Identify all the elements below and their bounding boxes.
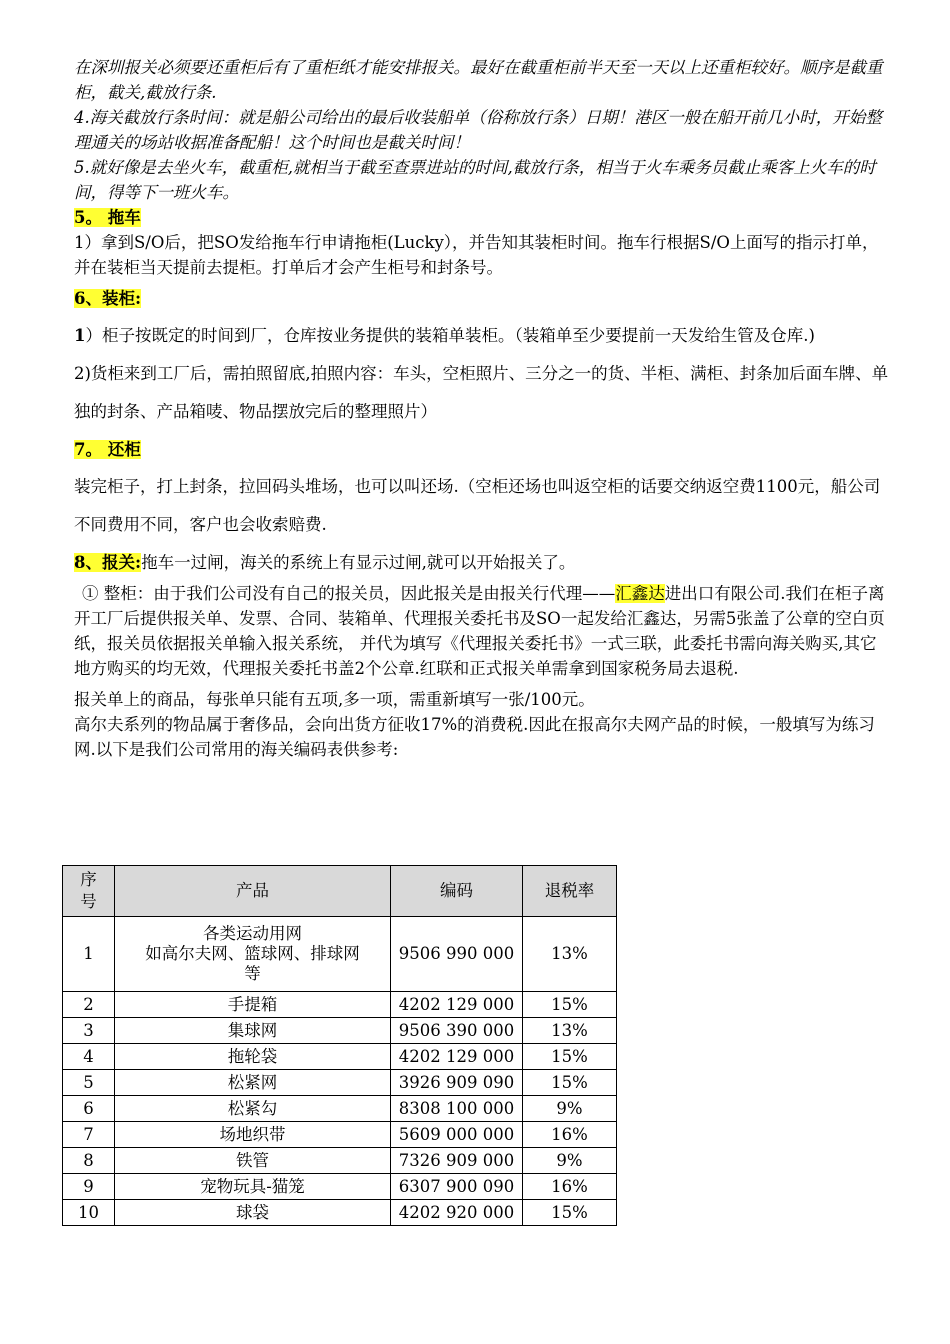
cell-no: 6	[63, 1096, 115, 1122]
cell-rate: 16%	[523, 1122, 617, 1148]
cell-product-line: 各类运动用网	[203, 924, 302, 943]
cell-code: 4202 129 000	[391, 992, 523, 1018]
section-8-title-tail: 拖车一过闸，海关的系统上有显示过闸,就可以开始报关了。	[141, 553, 576, 572]
cell-code: 5609 000 000	[391, 1122, 523, 1148]
section-8-item-1-pre: ① 整柜：由于我们公司没有自己的报关员，因此报关是由报关行代理——	[82, 584, 616, 603]
section-7-title: 7。 还柜	[74, 440, 141, 459]
cell-code: 4202 129 000	[391, 1044, 523, 1070]
section-6-heading	[74, 286, 892, 311]
cell-code: 4202 920 000	[391, 1200, 523, 1226]
cell-product	[115, 917, 391, 992]
section-6-item-1-text: ）柜子按既定的时间到厂，仓库按业务提供的装箱单装柜。（装箱单至少要提前一天发给生管及仓库.)	[85, 326, 815, 345]
cell-no: 3	[63, 1018, 115, 1044]
cell-no: 8	[63, 1148, 115, 1174]
cell-rate: 15%	[523, 1200, 617, 1226]
section-7-body: 装完柜子，打上封条，拉回码头堆场，也可以叫还场.（空柜还场也叫返空柜的话要交纳返空费1100元，船公司不同费用不同，客户也会收索赔费.	[74, 477, 881, 534]
section-6-item-1	[74, 317, 892, 355]
cell-product-line: 等	[244, 964, 261, 983]
table-header-row	[63, 866, 617, 917]
section-8-note-2: 高尔夫系列的物品属于奢侈品，会向出货方征收17%的消费税.因此在报高尔夫网产品的时候，一般填写为练习网.以下是我们公司常用的海关编码表供参考:	[74, 715, 875, 759]
cell-code: 3926 909 090	[391, 1070, 523, 1096]
cell-code: 7326 909 000	[391, 1148, 523, 1174]
table-row	[63, 992, 617, 1018]
customs-code-table	[62, 865, 617, 1226]
intro-paragraph-1: 在深圳报关必须要还重柜后有了重柜纸才能安排报关。最好在截重柜前半天至一天以上还重柜较好。顺序是截重柜，截关,截放行条.	[74, 58, 883, 102]
document-page	[74, 55, 892, 762]
table-row	[63, 1174, 617, 1200]
section-5-heading	[74, 205, 892, 230]
section-8-note-1: 报关单上的商品，每张单只能有五项,多一项，需重新填写一张/100元。	[74, 690, 595, 709]
section-6-item-1-number: 1	[74, 326, 86, 345]
table-row	[63, 1044, 617, 1070]
intro-paragraph-3: 5.就好像是去坐火车，截重柜,就相当于截至查票进站的时间,截放行条，相当于火车乘务员截止乘客上火车的时间，得等下一班火车。	[74, 158, 876, 202]
cell-rate: 15%	[523, 1070, 617, 1096]
agent-company-highlight: 汇鑫达	[615, 584, 665, 603]
cell-product: 场地织带	[115, 1122, 391, 1148]
table-row	[63, 917, 617, 992]
cell-rate: 15%	[523, 992, 617, 1018]
section-8-item-1-post: 进出口有限公司.我们在柜子离开工厂后提供报关单、发票、合同、装箱单、代理报关委托书及SO一起发给汇鑫达，另需5张盖了公章的空白页纸，报关员依据报关单输入报关系统， 并代为填写《代理报关委托书》一式三联，此委托书需向海关购买,其它地方购买的均无效，代理报关委托书盖2个公章.红联和正式报关单需拿到国家税务局去退税.	[74, 584, 885, 678]
cell-code: 6307 900 090	[391, 1174, 523, 1200]
table-row	[63, 1018, 617, 1044]
cell-product: 铁管	[115, 1148, 391, 1174]
cell-no: 2	[63, 992, 115, 1018]
section-8-heading	[74, 550, 892, 575]
cell-rate: 13%	[523, 1018, 617, 1044]
cell-product: 松紧网	[115, 1070, 391, 1096]
cell-no: 9	[63, 1174, 115, 1200]
section-8-title: 8、报关:	[74, 553, 142, 572]
header-no: 序号	[63, 866, 115, 917]
intro-paragraph-2: 4.海关截放行条时间：就是船公司给出的最后收装船单（俗称放行条）日期！港区一般在船开前几小时，开始整理通关的场站收据准备配船！这个时间也是截关时间！	[74, 108, 882, 152]
header-code: 编码	[391, 866, 523, 917]
header-product: 产品	[115, 866, 391, 917]
header-rate: 退税率	[523, 866, 617, 917]
table-row	[63, 1148, 617, 1174]
cell-rate: 9%	[523, 1148, 617, 1174]
cell-product: 集球网	[115, 1018, 391, 1044]
cell-no: 10	[63, 1200, 115, 1226]
section-7-heading	[74, 437, 892, 462]
cell-product-line: 如高尔夫网、篮球网、排球网	[145, 944, 360, 963]
section-6-item-2: 2)货柜来到工厂后，需拍照留底,拍照内容：车头，空柜照片、三分之一的货、半柜、满柜、封条加后面车牌、单独的封条、产品箱唛、物品摆放完后的整理照片）	[74, 364, 889, 421]
cell-product: 松紧勾	[115, 1096, 391, 1122]
cell-no: 4	[63, 1044, 115, 1070]
table-row	[63, 1096, 617, 1122]
section-8-item-1	[74, 581, 892, 681]
cell-rate: 15%	[523, 1044, 617, 1070]
cell-product: 球袋	[115, 1200, 391, 1226]
cell-code: 9506 990 000	[391, 917, 523, 992]
cell-rate: 16%	[523, 1174, 617, 1200]
table-row	[63, 1070, 617, 1096]
table-row	[63, 1122, 617, 1148]
cell-product: 宠物玩具-猫笼	[115, 1174, 391, 1200]
cell-product: 手提箱	[115, 992, 391, 1018]
section-5-title: 5。 拖车	[74, 208, 141, 227]
cell-no: 7	[63, 1122, 115, 1148]
section-6-title: 6、装柜:	[74, 289, 142, 308]
section-5-body: 1）拿到S/O后，把SO发给拖车行申请拖柜(Lucky），并告知其装柜时间。拖车行根据S/O上面写的指示打单，并在装柜当天提前去提柜。打单后才会产生柜号和封条号。	[74, 233, 879, 277]
cell-rate: 9%	[523, 1096, 617, 1122]
cell-product: 拖轮袋	[115, 1044, 391, 1070]
cell-code: 8308 100 000	[391, 1096, 523, 1122]
cell-code: 9506 390 000	[391, 1018, 523, 1044]
cell-no: 1	[63, 917, 115, 992]
cell-no: 5	[63, 1070, 115, 1096]
table-row	[63, 1200, 617, 1226]
cell-rate: 13%	[523, 917, 617, 992]
